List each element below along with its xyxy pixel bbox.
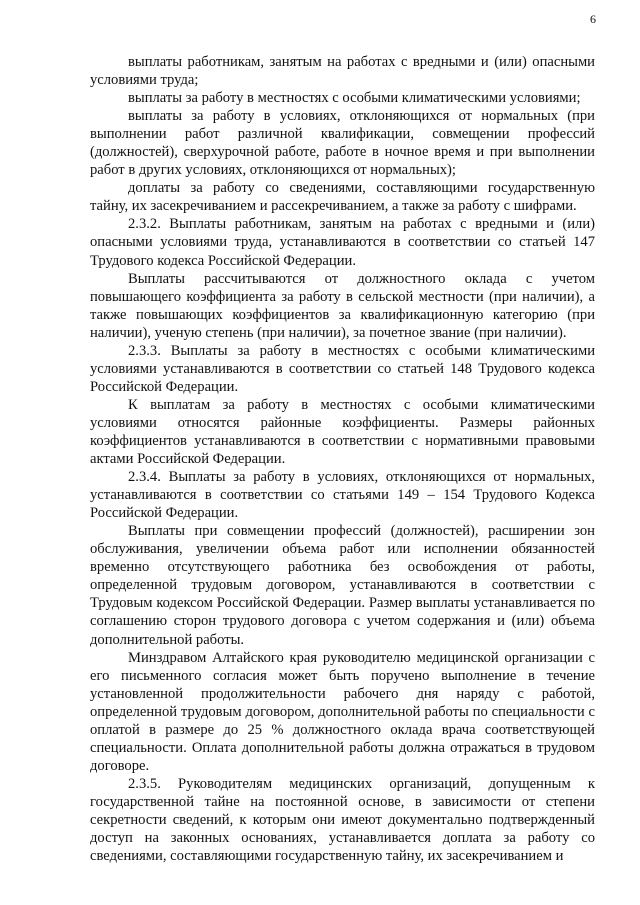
paragraph-2-3-5: 2.3.5. Руководителям медицинских организаций, допущенным к государственной тайне на постоянной основе, в зависимости от степени секретности сведений, к которым они имеют документально подтвержденный доступ на законных основаниях, устанавливается доплата за работу со сведениями, составляющими государственную тайну, их засекречиванием и <box>90 775 595 865</box>
paragraph-additional-work: Минздравом Алтайского края руководителю медицинской организации с его письменного согласия может быть поручено выполнение в течение установленной продолжительности рабочего дня наряду с работой, определенной трудовым договором, дополнительной работы по специальности с оплатой в размере до 25 % должностного оклада врача соответствующей специальности. Оплата дополнительной работы должна отражаться в трудовом договоре. <box>90 649 595 774</box>
paragraph-harmful-conditions: выплаты работникам, занятым на работах с вредными и (или) опасными условиями труда; <box>90 54 595 89</box>
paragraph-regional-coefficients: К выплатам за работу в местностях с особыми климатическими условиями относятся районные коэффициенты. Размеры районных коэффициентов устанавливаются в соответствии с нормативными правовыми актами Российской Федерации. <box>90 396 595 468</box>
paragraph-2-3-2: 2.3.2. Выплаты работникам, занятым на работах с вредными и (или) опасными условиями труда, устанавливаются в соответствии со статьей 147 Трудового кодекса Российской Федерации. <box>90 216 595 269</box>
paragraph-state-secret-allowance: доплаты за работу со сведениями, составляющими государственную тайну, их засекречиванием и рассекречиванием, а также за работу с шифрами. <box>90 180 595 215</box>
paragraph-2-3-3: 2.3.3. Выплаты за работу в местностях с особыми климатическими условиями устанавливаются в соответствии со статьей 148 Трудового кодекса Российской Федерации. <box>90 342 595 395</box>
paragraph-abnormal-conditions: выплаты за работу в условиях, отклоняющихся от нормальных (при выполнении работ различной квалификации, совмещении профессий (должностей), сверхурочной работе, работе в ночное время и при выполнении работ в других условиях, отклоняющихся от нормальных); <box>90 108 595 179</box>
document-body <box>90 53 595 865</box>
paragraph-climatic-conditions: выплаты за работу в местностях с особыми климатическими условиями; <box>128 90 581 107</box>
paragraph-payments-calculation: Выплаты рассчитываются от должностного оклада с учетом повышающего коэффициента за работу в сельской местности (при наличии), а также повышающих коэффициентов за квалификационную категорию (при наличии), ученую степень (при наличии), за почетное звание (при наличии). <box>90 270 595 341</box>
paragraph-combining-professions: Выплаты при совмещении профессий (должностей), расширении зон обслуживания, увеличении объема работ или исполнении обязанностей временно отсутствующего работника без освобождения от работы, определенной трудовым договором, устанавливаются в соответствии с Трудовым кодексом Российской Федерации. Размер выплаты устанавливается по соглашению сторон трудового договора с учетом содержания и (или) объема дополнительной работы. <box>90 523 595 648</box>
paragraph-2-3-4: 2.3.4. Выплаты за работу в условиях, отклоняющихся от нормальных, устанавливаются в соответствии со статьями 149 – 154 Трудового Кодекса Российской Федерации. <box>90 469 595 522</box>
page-number: 6 <box>590 12 596 26</box>
